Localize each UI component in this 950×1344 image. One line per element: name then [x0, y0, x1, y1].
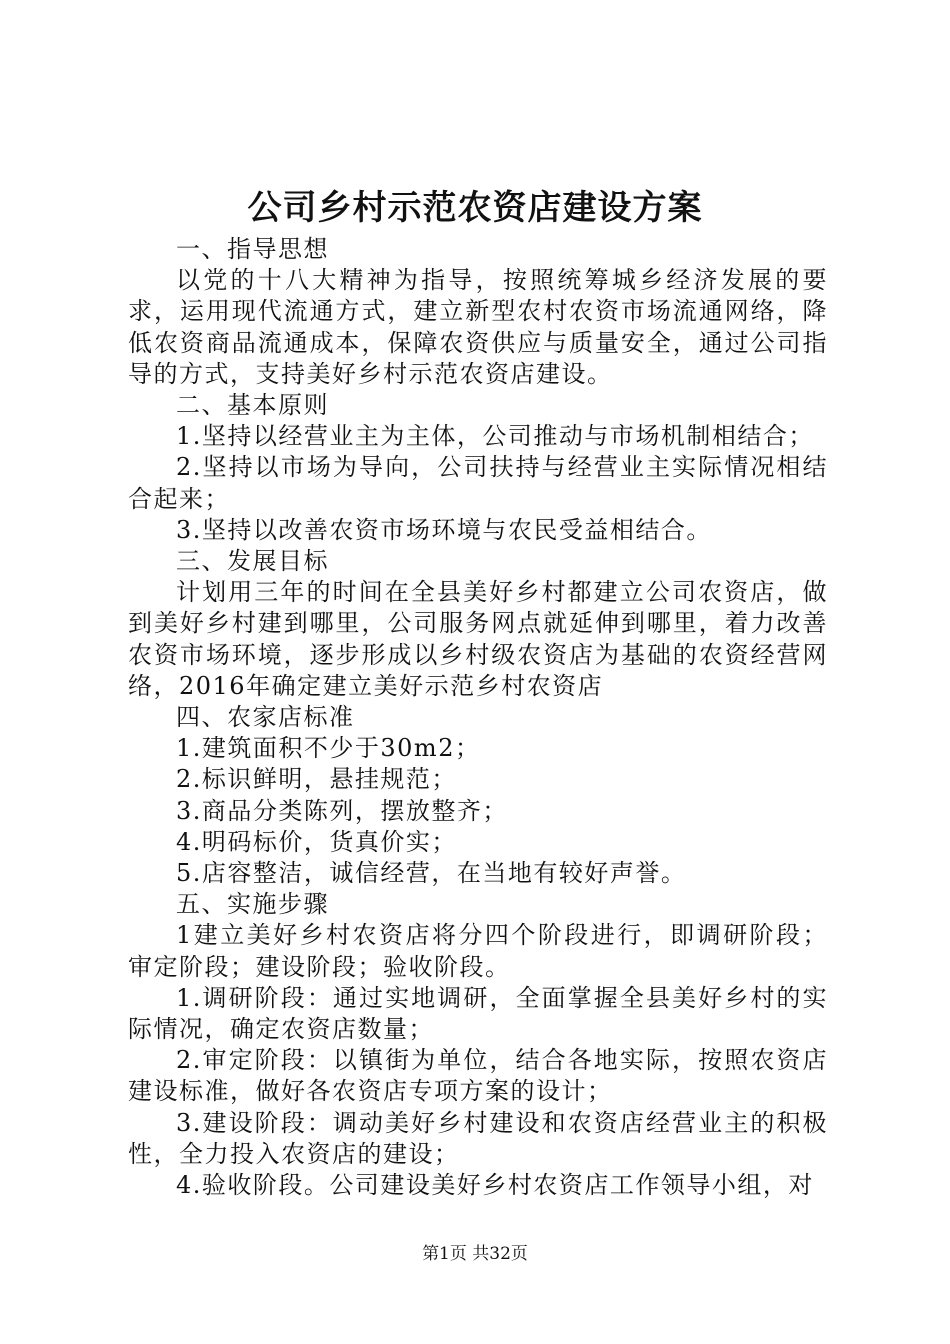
- step-item-review: 2.审定阶段：以镇街为单位，结合各地实际，按照农资店建设标准，做好各农资店专项方案的设计；: [128, 1046, 828, 1106]
- section-heading-guiding-ideology: 一、指导思想: [176, 235, 329, 263]
- principle-item-1: 1.坚持以经营业主为主体，公司推动与市场机制相结合；: [176, 422, 814, 451]
- document-title: 公司乡村示范农资店建设方案: [247, 188, 703, 228]
- principle-item-3: 3.坚持以改善农资市场环境与农民受益相结合。: [176, 515, 712, 544]
- page-number-footer: 第1页 共32页: [422, 1244, 528, 1264]
- section-heading-basic-principles: 二、基本原则: [176, 391, 329, 420]
- section-heading-development-goals: 三、发展目标: [176, 547, 329, 576]
- section-heading-store-standards: 四、农家店标准: [176, 703, 355, 732]
- standard-item-1: 1.建筑面积不少于30m2；: [176, 734, 481, 763]
- section-heading-implementation-steps: 五、实施步骤: [176, 890, 329, 919]
- step-item-construction: 3.建设阶段：调动美好乡村建设和农资店经营业主的积极性，全力投入农资店的建设；: [128, 1108, 828, 1168]
- standard-item-2: 2.标识鲜明，悬挂规范；: [176, 765, 457, 794]
- step-item-acceptance: 4.验收阶段。公司建设美好乡村农资店工作领导小组，对: [176, 1171, 814, 1200]
- standard-item-4: 4.明码标价，货真价实；: [176, 827, 457, 856]
- standard-item-3: 3.商品分类陈列，摆放整齐；: [176, 796, 508, 825]
- paragraph-development-goals: 计划用三年的时间在全县美好乡村都建立公司农资店，做到美好乡村建到哪里，公司服务网点就延伸到哪里，着力改善农资市场环境，逐步形成以乡村级农资店为基础的农资经营网络，2016年确定建立美好示范乡村农资店: [128, 578, 828, 700]
- document-body: [128, 234, 828, 1201]
- principle-item-2: 2.坚持以市场为导向，公司扶持与经营业主实际情况相结合起来；: [128, 453, 828, 513]
- paragraph-guiding-ideology: 以党的十八大精神为指导，按照统筹城乡经济发展的要求，运用现代流通方式，建立新型农村农资市场流通网络，降低农资商品流通成本，保障农资供应与质量安全，通过公司指导的方式，支持美好乡村示范农资店建设。: [128, 266, 828, 388]
- standard-item-5: 5.店容整洁，诚信经营，在当地有较好声誉。: [176, 859, 687, 888]
- paragraph-implementation-overview: 1建立美好乡村农资店将分四个阶段进行，即调研阶段；审定阶段；建设阶段；验收阶段。: [128, 921, 828, 981]
- step-item-research: 1.调研阶段：通过实地调研，全面掌握全县美好乡村的实际情况，确定农资店数量；: [128, 983, 828, 1044]
